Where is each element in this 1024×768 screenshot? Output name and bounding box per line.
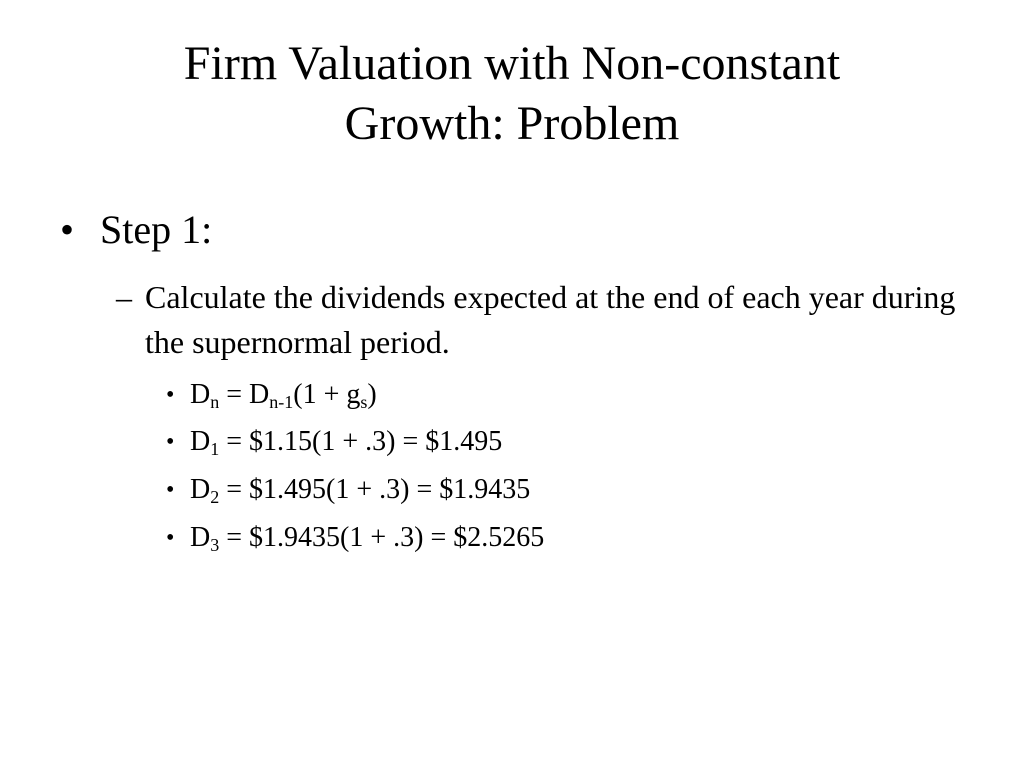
bullet-marker: •	[166, 477, 175, 503]
slide-title-line-1: Firm Valuation with Non-constant	[183, 37, 841, 90]
step-label: Step 1:	[100, 207, 213, 252]
bullet-marker: •	[60, 207, 75, 252]
slide-title	[60, 34, 964, 154]
formula-lhs-subscript: 1	[210, 439, 220, 459]
formula-lhs: D	[190, 522, 211, 553]
dash-marker: –	[116, 279, 132, 315]
formula-lhs: D	[190, 426, 211, 457]
formula-lhs: D	[190, 474, 211, 505]
formula-tail: )	[367, 379, 377, 410]
subpoint-text: Calculate the dividends expected at the end of each year during the supernormal period.	[145, 279, 956, 360]
bullet-marker: •	[166, 429, 175, 455]
bullet-marker: •	[166, 525, 175, 551]
formula-tail: = $1.9435(1 + .3) = $2.5265	[219, 522, 545, 553]
formula-tail: = $1.495(1 + .3) = $1.9435	[219, 474, 531, 505]
formula-text	[190, 378, 377, 412]
formula-rest: (1 + g	[293, 379, 361, 410]
formula-text	[190, 473, 530, 507]
formula-rest-subscript: s	[360, 392, 368, 412]
formula-lhs-subscript: 3	[210, 535, 220, 555]
formula-lhs: D	[190, 379, 211, 410]
bullet-marker: •	[166, 382, 175, 408]
formula-eq: = D	[219, 379, 270, 410]
formula-lhs-subscript: 2	[210, 487, 220, 507]
formula-text	[190, 425, 502, 459]
subpoint-calculate-dividends	[116, 275, 976, 365]
formula-lhs-subscript: n	[210, 392, 220, 412]
formula-eq-subscript: n-1	[269, 392, 294, 412]
slide-title-line-2: Growth: Problem	[344, 97, 680, 150]
formula-text	[190, 521, 544, 555]
formula-tail: = $1.15(1 + .3) = $1.495	[219, 426, 503, 457]
